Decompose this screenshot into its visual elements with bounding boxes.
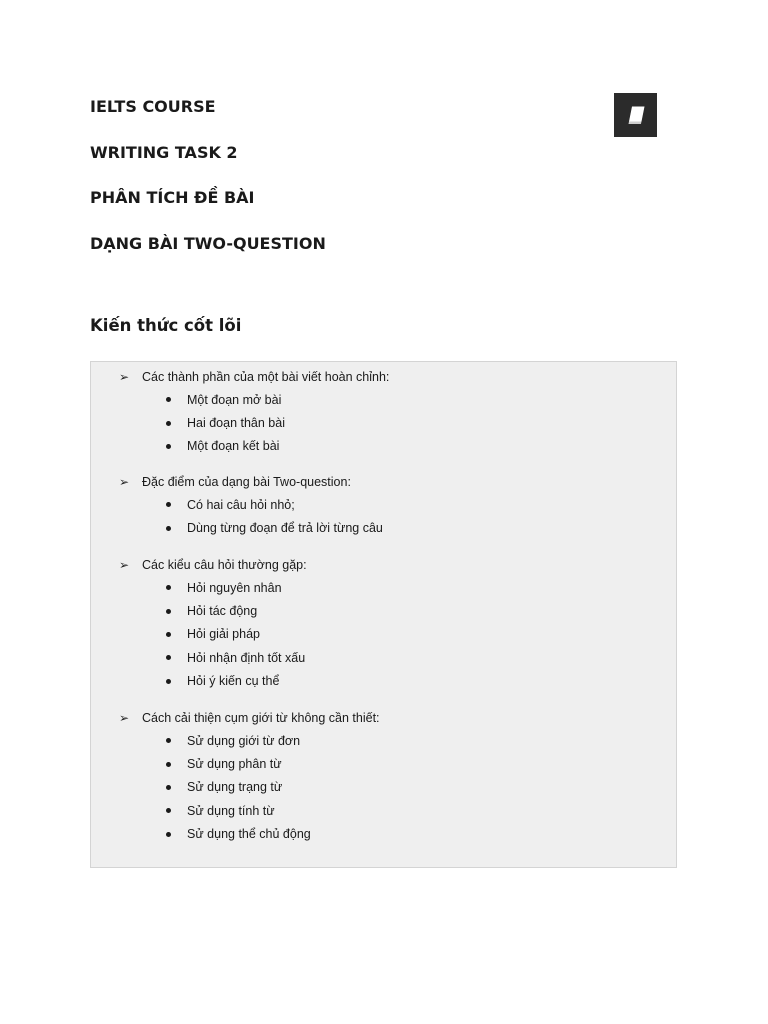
group-title-text: Đặc điểm của dạng bài Two-question: [142, 474, 351, 489]
group-title-text: Cách cải thiện cụm giới từ không cần thiết: [142, 710, 380, 725]
group-title [119, 553, 666, 576]
list-item-text: Sử dụng thể chủ động [187, 827, 311, 842]
bullet-dot-icon [166, 421, 171, 426]
list-item-text: Sử dụng tính từ [187, 803, 275, 818]
group-essay-structure [119, 365, 666, 458]
list-item [119, 776, 666, 799]
group-title [119, 470, 666, 493]
list-item-text: Hỏi ý kiến cụ thể [187, 674, 280, 689]
bullet-dot-icon [166, 655, 171, 660]
group-prepositional-phrases [119, 706, 666, 846]
section-title: Kiến thức cốt lõi [90, 316, 242, 335]
bullet-dot-icon [166, 502, 171, 507]
bullet-dot-icon [166, 738, 171, 743]
list-item-text: Sử dụng phân từ [187, 757, 282, 772]
bullet-dot-icon [166, 397, 171, 402]
group-title [119, 365, 666, 388]
group-two-question-features [119, 470, 666, 540]
list-item [119, 823, 666, 846]
group-title [119, 706, 666, 729]
group-title-text: Các thành phần của một bài viết hoàn chỉnh: [142, 369, 390, 384]
book-icon [624, 103, 648, 127]
list-item [119, 646, 666, 669]
bullet-dot-icon [166, 609, 171, 614]
list-item [119, 388, 666, 411]
bullet-dot-icon [166, 808, 171, 813]
list-item-text: Hỏi giải pháp [187, 627, 260, 642]
list-item [119, 670, 666, 693]
bullet-dot-icon [166, 832, 171, 837]
arrow-bullet-icon: ➢ [119, 474, 130, 489]
list-item [119, 729, 666, 752]
arrow-bullet-icon: ➢ [119, 710, 130, 725]
item-list [119, 576, 666, 693]
bullet-dot-icon [166, 785, 171, 790]
analysis-title: PHÂN TÍCH ĐỀ BÀI [90, 188, 255, 207]
task-title: WRITING TASK 2 [90, 143, 238, 162]
bullet-dot-icon [166, 632, 171, 637]
list-item-text: Hỏi nguyên nhân [187, 580, 282, 595]
core-knowledge-box [90, 361, 677, 868]
list-item [119, 599, 666, 622]
bullet-dot-icon [166, 679, 171, 684]
list-item-text: Sử dụng giới từ đơn [187, 733, 301, 748]
item-list [119, 388, 666, 458]
list-item [119, 752, 666, 775]
group-title-text: Các kiểu câu hỏi thường gặp: [142, 557, 307, 572]
list-item [119, 493, 666, 516]
list-item-text: Một đoạn kết bài [187, 439, 280, 454]
list-item [119, 623, 666, 646]
question-type-title: DẠNG BÀI TWO-QUESTION [90, 234, 326, 253]
bullet-dot-icon [166, 585, 171, 590]
list-item [119, 516, 666, 539]
list-item-text: Sử dụng trạng từ [187, 780, 283, 795]
group-question-types [119, 553, 666, 693]
list-item [119, 411, 666, 434]
book-badge [614, 93, 657, 137]
arrow-bullet-icon: ➢ [119, 369, 130, 384]
bullet-dot-icon [166, 526, 171, 531]
item-list [119, 493, 666, 540]
arrow-bullet-icon: ➢ [119, 557, 130, 572]
list-item-text: Một đoạn mở bài [187, 392, 282, 407]
list-item-text: Có hai câu hỏi nhỏ; [187, 497, 295, 512]
list-item [119, 576, 666, 599]
list-item-text: Dùng từng đoạn để trả lời từng câu [187, 521, 383, 536]
list-item-text: Hỏi nhận định tốt xấu [187, 650, 306, 665]
list-item [119, 435, 666, 458]
list-item-text: Hỏi tác động [187, 604, 258, 619]
list-item [119, 799, 666, 822]
bullet-dot-icon [166, 762, 171, 767]
bullet-dot-icon [166, 444, 171, 449]
list-item-text: Hai đoạn thân bài [187, 416, 285, 431]
item-list [119, 729, 666, 846]
course-title: IELTS COURSE [90, 97, 216, 116]
